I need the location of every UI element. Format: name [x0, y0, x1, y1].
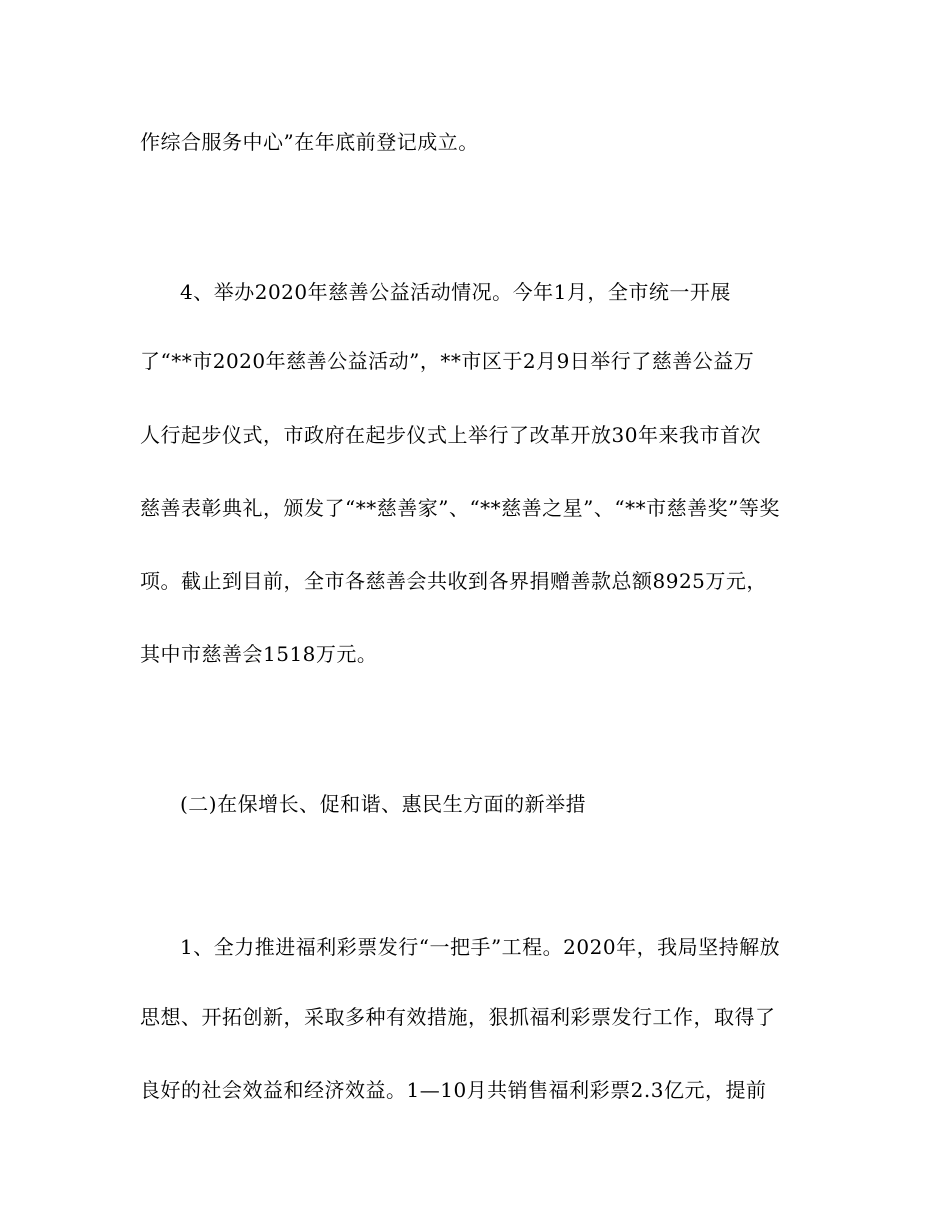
section-heading: (二)在保增长、促和谐、惠民生方面的新举措 [180, 792, 587, 816]
paragraph-line: 了“**市2020年慈善公益活动”，**市区于2月9日举行了慈善公益万 [140, 349, 755, 373]
paragraph-line: 慈善表彰典礼，颁发了“**慈善家”、“**慈善之星”、“**市慈善奖”等奖 [140, 496, 780, 520]
paragraph-line: 思想、开拓创新，采取多种有效措施，狠抓福利彩票发行工作，取得了 [140, 1005, 776, 1029]
paragraph-line: 作综合服务中心”在年底前登记成立。 [140, 130, 479, 154]
paragraph-line: 项。截止到目前，全市各慈善会共收到各界捐赠善款总额8925万元， [140, 569, 767, 593]
paragraph-line: 良好的社会效益和经济效益。1—10月共销售福利彩票2.3亿元，提前 [140, 1078, 767, 1102]
paragraph-line: 4、举办2020年慈善公益活动情况。今年1月，全市统一开展 [180, 280, 731, 304]
paragraph-line: 人行起步仪式，市政府在起步仪式上举行了改革开放30年来我市首次 [140, 423, 761, 447]
paragraph-line: 其中市慈善会1518万元。 [140, 642, 378, 666]
paragraph-line: 1、全力推进福利彩票发行“一把手”工程。2020年，我局坚持解放 [180, 935, 781, 959]
